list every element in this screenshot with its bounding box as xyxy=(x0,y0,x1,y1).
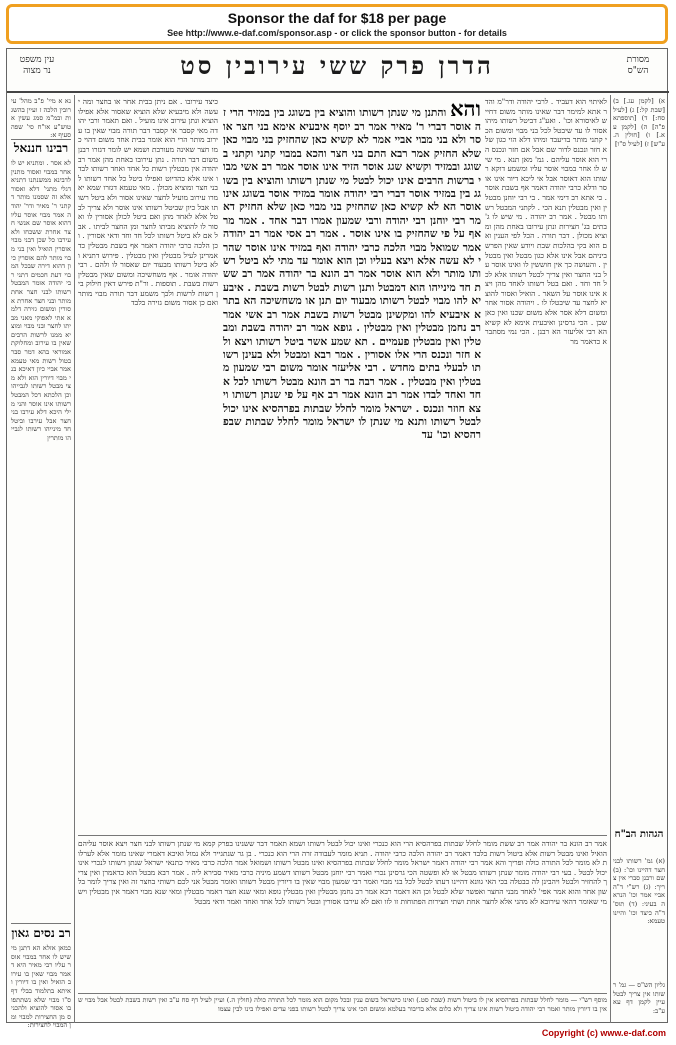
gilyon-hashas: גליון הש"ס — גמ' רשותו אין צריך לבטל עיין לקמן דף עא ע"ב: xyxy=(613,981,665,1015)
rav-nissim-title: רב נסים גאון xyxy=(11,926,71,940)
copyright-link[interactable]: Copyright (c) www.e-daf.com xyxy=(541,1028,666,1038)
rabbeinu-chananel-column: לא אסר . ומתניא יש לו אחר במבוי ואסור מתנין לדבינא ממשנתנו דתניא דגלי מתני' דלא ואסור אלא זה שסמנו מותר דקתני ר' מאיר ודר' יהודה אמר מבוי אוסר עליו דהוא אוסר שם אנשי חצר אחרת ששכחו ולא עירבו כל שכן דבני מבוי אוסרין הואיל ואין בני מבוי מותר להם אוסרין כיון דהוא דירה שבכל המבוי דעת חכמים דתני רבי יהודה אומר המבטל רשותו לבני חצר אחת מותר ובני חצר אחרת אסורין ומשום גזירה דלמא אתי לאפוקי מאני מביתו לחצר ובני מבוי ומוציא ממנו לרשות הרבים שאין בו עירוב ומחלוקת אמוראי בהא דמר סבר בטול רשות מאי טעמא אמר אביי כיון דאיכא בני מבוי דיורין הוא ולא מצי מבטל רשותו לגבייהו וכן הלכתא דכל המבטל רשותו אינו אוסר והני מילי היכא דלא עירבו בני חצר אבל עירבו וביטל חד מינייהו רשותו לגבייהו מותרין xyxy=(11,159,71,442)
page-header xyxy=(7,49,669,97)
header-rule xyxy=(7,91,669,93)
rashi-column: לאיתוי הוא דעביד . לרבי יהודה ודר"מ והדר אתא למימר דבר שאינו מותר משום דחייש לאיסורא וכו' . ואע"ג דביטל רשותו מיהו אסור לו עד שיבטל לכל בני מבוי ומשום הכי קתני מותר בדיעבד ומיהו דלא הוי כגון שלא חזר ונכנס לדור שם אבל אם חזר ונכנס הרי הוא אוסר עליהם . גמ' מאן תנא . מי שיש לו אחר במבוי אוסר עליו ומשמע דוקא רשותו הוא דאוסר אבל אי ליכא דיור אינו אוסר ודלא כרבי יהודה דאמר אף בשבת אוסר . כי אתא רב דימי אמר . בי רבי יוחנן מבטלין ואין מבטלין תנא הכי . לקתני המבטל רשותו מבטל . אמר רב יהודה . מי שיש לו ג' בתים בג' חצירות ונתן עירובו באחת מהן ומוציא מכולן . דבר תורה . הכל לפי הענין ואם הוא בקי בהלכות שבת ויודע שאין הפרש ביניהם אבל אינו אלא כגון מבטל ואין מבטלין . והעושה כך אין חוששין לו ואינו אוסר על בני החצר ואין צריך לבטל רשותו אלא לכל חד וחד . ואם בטל רשותו לאחד מהן ויצא אינו אוסר על השאר . הואיל ואסור להוציא לחצר עד שיבטלו לו . ויהודה אסור אחר ומשום דלא אסר אלא משום שכנו ואין כאן שכן . הכי גרסינן ואיבעית אימא לא קשיא הא רבי אליעזר הא רבנן . הכי נמי מסתברא כדאמר מר xyxy=(485,97,607,346)
sponsor-title[interactable]: Sponsor the daf for $18 per page xyxy=(227,10,447,26)
ein-mishpat-column: נא א מיי' פ"ב מהל' עירובין הלכה ז ועיין בהשגות ובמ"מ סמג עשין א טוש"ע או"ח סי' שפה סעיף א: xyxy=(10,97,71,140)
divider xyxy=(78,993,607,994)
mesoret-header: מסורת הש"ס xyxy=(626,55,650,76)
rabbeinu-chananel-title: רבינו חננאל xyxy=(13,141,69,155)
gemara-main-text xyxy=(223,97,481,832)
column-rule xyxy=(610,95,611,1023)
mesoret-hashas-column: א) [לקמן עג.] ב) [שבת קל:] ג) [לעיל סח:] ד) [תוספתא פ"ה] ה) [לקמן עא.] ו) [חולין ה. ע"ש] ז) [לעיל ס"ו] xyxy=(613,97,665,148)
column-rule xyxy=(74,95,75,1023)
sponsor-subtitle[interactable]: See http://www.e-daf.com/sponsor.asp - or click the sponsor button - for details xyxy=(167,28,507,38)
divider xyxy=(78,835,607,836)
divider xyxy=(11,139,71,140)
talmud-page xyxy=(6,48,668,1030)
hagahot-title: הגהות הב"ח xyxy=(614,829,664,840)
tractate-header: הדרן פרק ששי עירובין סט xyxy=(180,51,494,80)
gemara-text: והתנן מי שנתן רשותו והוציא בין בשוגג בין במזיד הרי זה אוסר דברי ר' מאיר אמר רב יוסף איבעיא אימא בני חצר אוסר ולא בני מבוי אביי אמר לא קשיא כאן שהחזיק בני מבוי כאן שלא החזיק אמר רבא התם בני חצר והכא במבוי קתני וקתני בשוגג ובמזיד וקשיא שגג אוסר הזיד אינו אוסר אמר רב אשי מבוי ברשות הרבים אינו יכול לבטל מי שנתן רשותו והוציא בין בשוגג בין במזיד אוסר דברי רבי יהודה אומר במזיד אוסר בשוגג אינו אוסר הא לא קשיא כאן שהחזיק בני מבוי כאן שלא החזיק דאמר רבי יוחנן רבי יהודה ורבי שמעון אמרו דבר אחד . אמר מר אף על פי שהחזיק בו אינו אוסר . אמר רב אסי אמר רב יהודה אמר שמואל מבוי הלכה כרבי יהודה ואף במזיד אינו אוסר שהרי לא עשה אלא ויצא בעליו וכן הוא אומר עד מתי לא ביטל רשותו מותר ולא הוא אוסר אמר רב הונא בר יהודה אמר רב ששת חד מינייהו הוא דמבטל ותנן רשות לבטל רשות בשבת . איבעיא להו מבוי לבטל רשותו מבעוד יום תנן או משחשיכה הא בתרא איבעיא להו ומקשינן מבטל רשות בשבת אמר רב אשי אמר רב נחמן מבטלין ואין מבטלין . גופא אמר רב יהודה בשבת ומבטלין ואין מבטלין פעמיים . תא שמע אשר ביטל רשותו ויצא ולא חזר ונכנס הרי אלו אסורין . אמר רבא ומבטל ולא בעינן רשותו לבעלי בתים מחדש . רבי אליעזר אומר משום רבי שמעון מבטלין ואין מבטלין . אמר רבה בר רב הונא מבטל רשותו לכל אחד ואחד לבדו אמר רב הונא אמר רב אף על פי שנתן רשותו ויצא חוזר ונכנס . ישראל מומר לחלל שבתות בפרהסיא אינו יכול לבטל רשותו ותנא מי שנתן לו ישראל מומר לחלל שבתות שבפרהסיא וכו' עד xyxy=(223,107,481,442)
rav-nissim-column: כמאן אזלא הא דתנן מי שיש לו אחר במבוי אוסר עליו רבי מאיר היא דאמר מבוי שאין בו עירוב הואיל ואין בו דיורין ואיתא בתלמוד בבלי דף ס"ו מבוי שלא נשתתפו בו אסור להוציא ולהכניס מן החצירות למבוי ומן המבוי לחצירות: xyxy=(11,944,71,1030)
bottom-notes: מוסף רש"י — מומר לחלל שבתות בפרהסיא אין לו ביטול רשות (שבת סט.) ואינו כישראל בשום ענין ובכל מקום הוא מומר לכל התורה כולה (חולין ה.) ועיין לעיל דף סח ע"ב ואין רשות בשבת לבטל אבל מבוי שאין בו דיורין מותר ואמר רבי יהודה ביטול רשות אינו צריך ולא כלום אלא בדיבור בעלמא ומשום הכי אינו צריך לבטל רשותו בפני עדים ואפילו בינו לבין עצמו xyxy=(78,996,607,1013)
hagahot-column: (א) גמ' רשותו לבני חצר דהיינו וכו': (ב) שם ורבנן סברי אין צריך: (ג) רש"י ד"ה אביי אמר וכו' הנראה בעיני: (ד) תוס' ד"ה כיצד וכו' והיינו טעמא: xyxy=(613,857,665,926)
gemara-lead-word: והא xyxy=(450,96,481,121)
divider xyxy=(11,923,71,924)
ein-mishpat-header: עין משפט נר מצוה xyxy=(19,55,55,76)
lower-commentary: אמר רב הונא בר יהודה אמר רב ששת מומר לחלל שבתות בפרהסיא הרי הוא כנכרי ואינו יכול לבטל רשותו ושמא תאמר דבר ששנינו בפרק קמא מי שנתן רשותו לבני חצר ויצא אוסר עליהם הואיל ואינו מבטל רשות אלא ביטול רשות בלבד דאמר רב יהודה הלכה כרבי יהודה . תניא מומר לעבודה זרה הרי הוא כנכרי . בן גר שנתגייר ולא נמול ואיכא דאמרי שאינו מומר אלא לערלות לא מומר לכל התורה כולה ופריך והא אמר רבי יהודה דאמר ישראל מומר לחלל שבתות בפרהסיא ואינו מבטל רשותו ושמואל אמר הלכה כרבי מאיר כתנאי ישראל שנתן רשותו לנכרי אינו יכול לבטל . בעי רבי יהודה מומר שנתן רשותו מבטל או לא ופשטה הכי גרסינן נכרי ואמר רבי יוחנן מבטל רשותו דשמע מיניה כרבי מאיר סבירא ליה . אמר רבא מבטל הוא כדאמרן ואין צריך להחזיר ולבטל ויהבינן לה כבטלה בכי האי גוונא דהיינו דעתו לבטל לכל בני מבוי ואמר רבי שמעון מבוי שאין בו דיורין מבטל רשותו ואומר מבטל אני לכם רשותי בחצר זה ואין צריך לומר בלשון אחר והוא אמר אפי' לאחד מבני החצר ואפשר שלא לבטל וכן הא דאמר רבא אמר רב נחמן מבטלין ואין מבטלין גופא ומאי שנא חצר דאמר מבטלין ומאי שנא מבוי דאמר אין מבטלין ויש מי שאומר דהאי עירובא לא מהני אלא לחצר אחת ושתי חצירות הפתוחות זו לזו ואם לא עירבו אסורין ובטל רשותו לכל אחד ואחד ואמר ודאי מבטל xyxy=(78,839,607,906)
tosafot-column: כיצד עירובו . אם ניתן בבית אחר או בחצר ומה יעשה ולא מיבעיא שלא הוציא שאסור אלא אפילו הוציא ונתן עירוב אינו מועיל . ואם תאמר ורבי יהודה מאי קסבר אי קסבר דבר תורה מבוי שאין בו עירוב מותר הרי הוא אומר בבית אחד משום דהוי כמו חצר שאינה מעורבת ושמא יש לומר דגזרו רבנן משום דבר תורה . נתן עירובו באחת מהן אמר רב יהודה אין מבטלין רשות כל אחד ואחד רשותו לבדו אינו אלא כהדיוט ואפילו ביטל כל אחד רשותו לבני חצר ומוציא מכולן . מאי טעמא דגזרו שמא יאמרו עירוב מועיל לחצר שאינו אסור ולא ביטל רשותו אבל כיון שביטל רשותו אינו אוסר ולא צריך לבטל אלא לאחד מהן ואם ביטל לכולן אסורין לו ואסור לו להוציא מביתו לחצר ומן החצר לביתו . אבל אם לא ביטל רשותו לכל חד וחד ודאי אסורין . וכן הלכה כרבי יהודה דאמר אף בשבת מבטלין כדאמרינן לעיל מבטלין ואין מבטלין . פירוש דתניא ולא ביטל רשותו מבעוד יום שאסור לו ולהם . רבי יהודה אומר . אף משחשיכה ומשום שאין מבטלין רשות בשבת . תוספות . ור"ת פירש דאין חילוק בין רשות לרשות ולכך משמע דבר תורה מבוי מותר ואם כן אסור משום גזירה בלבד xyxy=(78,97,218,308)
sponsor-banner[interactable] xyxy=(6,4,668,44)
